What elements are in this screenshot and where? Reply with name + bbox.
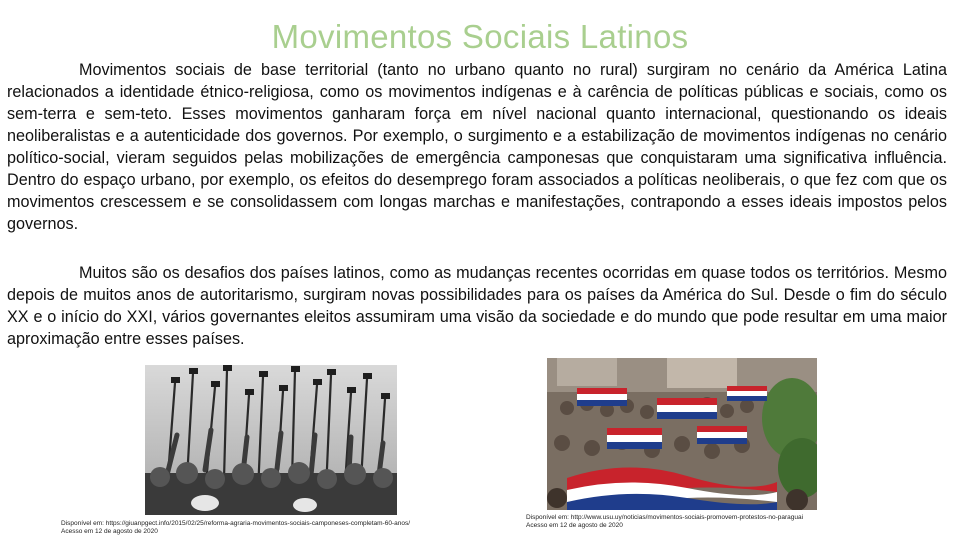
caption-source: Disponível em: http://www.usu.uy/noticias/movimentos-sociais-promovem-protestos-no-paraguai <box>526 514 804 521</box>
image-caption-1 <box>61 520 410 536</box>
caption-access-date: Acesso em 12 de agosto de 2020 <box>526 522 623 529</box>
paragraph-1: Movimentos sociais de base territorial (tanto no urbano quanto no rural) surgiram no cenário da América Latina relacionados a identidade étnico-religiosa, como os movimentos indígenas e à carência de políticas públicas e sociais, como os sem-terra e sem-teto. Esses movimentos ganharam força em nível nacional quanto internacional, questionando os ideais neoliberalistas e a autenticidade dos governos. Por exemplo, o surgimento e a estabilização de movimentos indígenas no cenário político-social, vieram seguidos pelas mobilizações de emergência camponesas que conquistaram uma significativa influência. Dentro do espaço urbano, por exemplo, os efeitos do desemprego foram associados a políticas neoliberais, o que fez com que os movimentos crescessem e se consolidassem com longas marchas e manifestações, contrapondo a esses ideais impostos pelos governos. <box>7 61 947 233</box>
slide-title: Movimentos Sociais Latinos <box>271 18 689 55</box>
image-caption-2 <box>526 514 803 530</box>
paragraph-2: Muitos são os desafios dos países latinos, como as mudanças recentes ocorridas em quase todos os territórios. Mesmo depois de muitos anos de autoritarismo, surgiram novas possibilidades para os países da América do Sul. Desde o fim do século XX e o início do XXI, vários governantes eleitos assumiram uma visão da sociedade e do mundo que pode resultar em uma maior aproximação entre esses países. <box>7 264 947 348</box>
peasant-protest-photo <box>145 365 397 515</box>
flag-protest-photo <box>547 358 817 510</box>
caption-source: Disponível em: https://giuanpgect.info/2015/02/25/reforma-agraria-movimentos-sociais-camponeses-completam-60-anos/ <box>61 520 411 527</box>
caption-access-date: Acesso em 12 de agosto de 2020 <box>61 528 158 535</box>
